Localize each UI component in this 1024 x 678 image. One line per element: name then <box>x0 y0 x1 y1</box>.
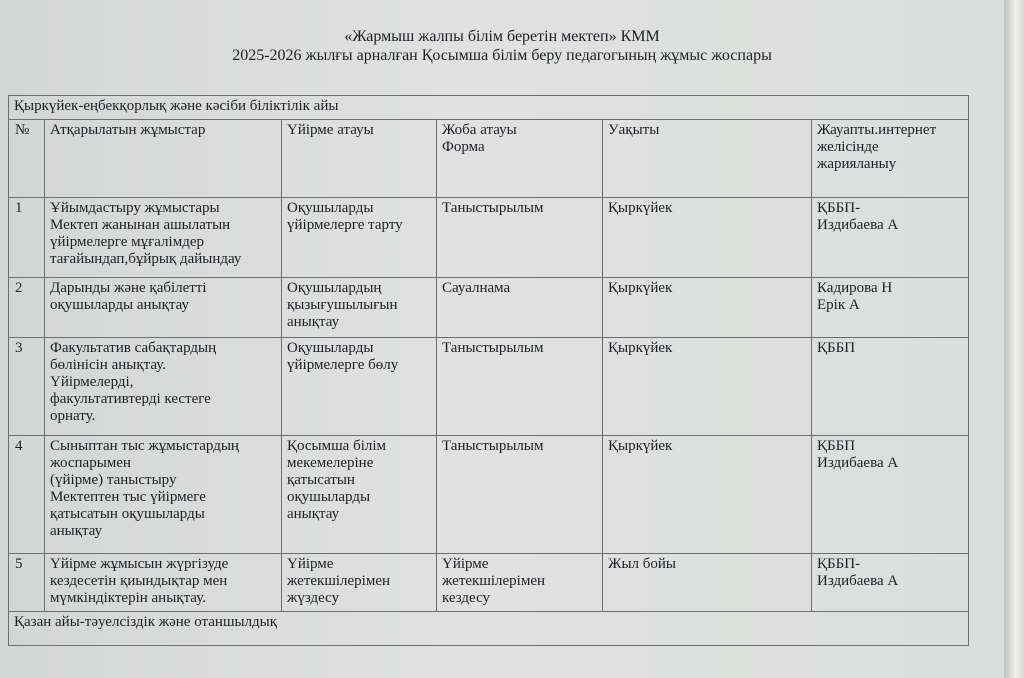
table-row <box>9 338 969 436</box>
table-row <box>9 278 969 338</box>
row-work: Дарынды және қабілетті оқушыларды анықтау <box>45 278 282 338</box>
row-work: Сыныптан тыс жұмыстардың жоспарымен (үйірме) таныстыру Мектептен тыс үйірмеге қатысатын оқушыларды анықтау <box>45 436 282 554</box>
header-club-name: Үйірме атауы <box>282 120 437 198</box>
work-plan-table <box>8 95 969 646</box>
row-form: Таныстырылым <box>437 436 603 554</box>
row-time: Қыркүйек <box>603 198 812 278</box>
section-title-september: Қыркүйек-еңбекқорлық және кәсіби біліктілік айы <box>9 96 969 120</box>
row-form: Сауалнама <box>437 278 603 338</box>
header-project-form: Жоба атауы Форма <box>437 120 603 198</box>
header-row <box>9 120 969 198</box>
row-number: 4 <box>9 436 45 554</box>
row-time: Қыркүйек <box>603 278 812 338</box>
row-time: Жыл бойы <box>603 554 812 612</box>
row-responsible: ҚББП- Издибаева А <box>812 554 969 612</box>
section-title-october: Қазан айы-тәуелсіздік және отаншылдық <box>9 612 969 646</box>
section-row-september <box>9 96 969 120</box>
header-time: Уақыты <box>603 120 812 198</box>
document-title-line2: 2025-2026 жылғы арналған Қосымша білім беру педагогының жұмыс жоспары <box>232 47 772 64</box>
document-title-line1: «Жармыш жалпы білім беретін мектеп» КММ <box>344 28 660 45</box>
row-responsible: ҚББП Издибаева А <box>812 436 969 554</box>
row-club: Оқушылардың қызығушылығын анықтау <box>282 278 437 338</box>
row-form: Үйірме жетекшілерімен кездесу <box>437 554 603 612</box>
row-number: 1 <box>9 198 45 278</box>
row-work: Ұйымдастыру жұмыстары Мектеп жанынан ашылатын үйірмелерге мұғалімдер тағайындап,бұйрық дайындау <box>45 198 282 278</box>
row-club: Үйірме жетекшілерімен жүздесу <box>282 554 437 612</box>
row-club: Оқушыларды үйірмелерге бөлу <box>282 338 437 436</box>
row-time: Қыркүйек <box>603 338 812 436</box>
row-time: Қыркүйек <box>603 436 812 554</box>
table-row <box>9 554 969 612</box>
row-work: Факультатив сабақтардың бөлінісін анықтау. Үйірмелерді, факультативтерді кестеге орнату. <box>45 338 282 436</box>
table-row <box>9 198 969 278</box>
row-responsible: ҚББП <box>812 338 969 436</box>
row-number: 3 <box>9 338 45 436</box>
row-responsible: Кадирова Н Ерік А <box>812 278 969 338</box>
table-row <box>9 436 969 554</box>
row-club: Оқушыларды үйірмелерге тарту <box>282 198 437 278</box>
row-form: Таныстырылым <box>437 198 603 278</box>
header-responsible: Жауапты.интернет желісінде жарияланыу <box>812 120 969 198</box>
row-responsible: ҚББП- Издибаева А <box>812 198 969 278</box>
page-edge <box>1004 0 1024 678</box>
header-works: Атқарылатын жұмыстар <box>45 120 282 198</box>
row-number: 5 <box>9 554 45 612</box>
section-row-october <box>9 612 969 646</box>
row-work: Үйірме жұмысын жүргізуде кездесетін қиындықтар мен мүмкіндіктерін анықтау. <box>45 554 282 612</box>
row-form: Таныстырылым <box>437 338 603 436</box>
header-number: № <box>9 120 45 198</box>
row-club: Қосымша білім мекемелеріне қатысатын оқушыларды анықтау <box>282 436 437 554</box>
row-number: 2 <box>9 278 45 338</box>
